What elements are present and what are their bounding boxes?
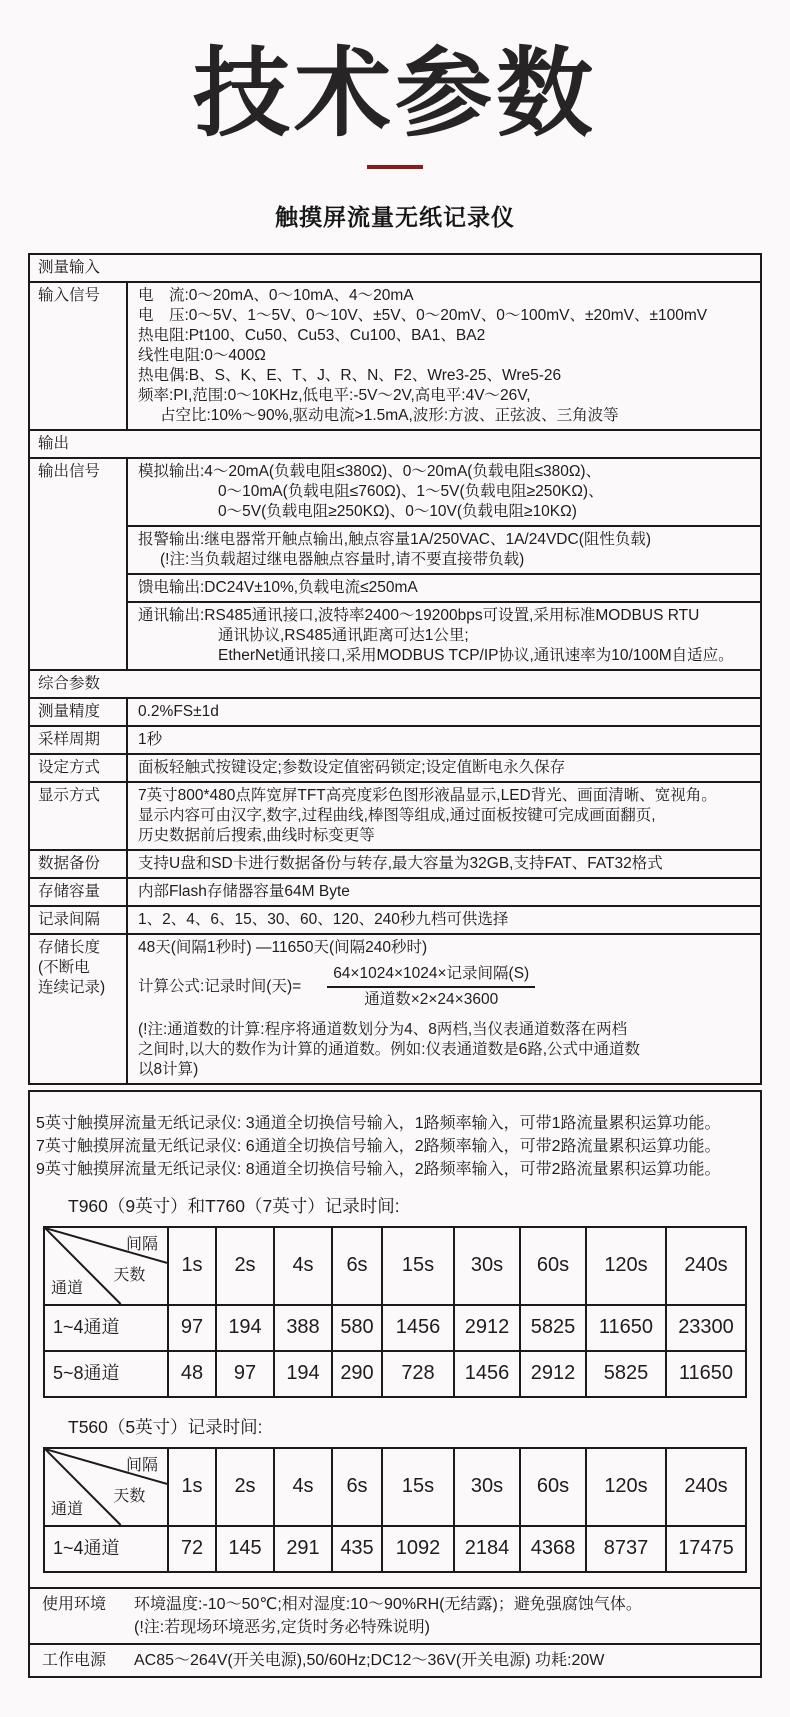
row-value-interval: 1、2、4、6、15、30、60、120、240秒九档可供选择 [138, 910, 509, 928]
row-value-input-signal [128, 283, 760, 429]
row-value-backup: 支持U盘和SD卡进行数据备份与转存,最大容量为32GB,支持FAT、FAT32格式 [138, 854, 663, 872]
output-analog [128, 459, 760, 525]
model-desc-5inch: 5英寸触摸屏流量无纸记录仪: 3通道全切换信号输入，1路频率输入，可带1路流量累积运算功能。 [36, 1114, 721, 1132]
record-value-cell: 72 [168, 1526, 216, 1572]
storage-note-line: (!注:通道数的计算:程序将通道数划分为4、8两档,当仪表通道数落在两档 [138, 1020, 628, 1038]
interval-header-cell: 1s [168, 1227, 216, 1305]
interval-header-cell: 30s [454, 1227, 520, 1305]
row-value-storage-length [128, 935, 760, 1083]
row-value-display [128, 783, 760, 849]
display-line: 历史数据前后搜索,曲线时标变更等 [138, 826, 375, 844]
record-value-cell: 2912 [520, 1351, 586, 1397]
display-line: 7英寸800*480点阵宽屏TFT高亮度彩色图形液晶显示,LED背光、画面清晰、宽视角。 [138, 786, 717, 804]
channel-label-cell: 1~4通道 [44, 1526, 168, 1572]
environment-note-line: (!注:若现场环境恶劣,定货时务必特殊说明) [134, 1618, 430, 1636]
record-value-cell: 48 [168, 1351, 216, 1397]
interval-header-cell: 120s [586, 1227, 666, 1305]
record-value-cell: 11650 [586, 1305, 666, 1351]
input-line-duty: 占空比:10%～90%,驱动电流>1.5mA,波形:方波、正弦波、三角波等 [160, 406, 619, 424]
record-value-cell: 1092 [382, 1526, 454, 1572]
record-value-cell: 728 [382, 1351, 454, 1397]
comm-line: EtherNet通讯接口,采用MODBUS TCP/IP协议,通讯速率为10/100M自适应。 [218, 646, 734, 664]
interval-header-cell: 60s [520, 1227, 586, 1305]
record-value-cell: 388 [274, 1305, 332, 1351]
record-value-cell: 97 [216, 1351, 274, 1397]
record-value-cell: 23300 [666, 1305, 746, 1351]
row-label-interval: 记录间隔 [30, 907, 128, 933]
interval-header-cell: 15s [382, 1227, 454, 1305]
interval-header-cell: 2s [216, 1227, 274, 1305]
record-value-cell: 194 [274, 1351, 332, 1397]
record-value-cell: 11650 [666, 1351, 746, 1397]
diagonal-header-cell [44, 1448, 168, 1526]
page-title: 技术参数 [193, 39, 597, 148]
row-label-accuracy: 测量精度 [30, 699, 128, 725]
interval-header-cell: 2s [216, 1448, 274, 1526]
spec-row-sampling [30, 725, 760, 753]
comm-line: 通讯协议,RS485通讯距离可达1公里; [218, 626, 469, 644]
record-row-5-8 [44, 1351, 746, 1397]
interval-header-cell: 240s [666, 1227, 746, 1305]
row-label-backup: 数据备份 [30, 851, 128, 877]
row-power [30, 1643, 760, 1676]
record-table-t560 [43, 1447, 747, 1573]
channel-label-cell: 1~4通道 [44, 1305, 168, 1351]
output-feed [128, 573, 760, 601]
accent-dash [367, 165, 423, 169]
interval-header-cell: 60s [520, 1448, 586, 1526]
record-value-cell: 290 [332, 1351, 382, 1397]
row-label-power: 工作电源 [42, 1651, 107, 1669]
record-value-cell: 2184 [454, 1526, 520, 1572]
row-value-setting: 面板轻触式按键设定;参数设定值密码锁定;设定值断电永久保存 [138, 758, 566, 776]
spec-row-backup [30, 849, 760, 877]
interval-header-cell: 4s [274, 1448, 332, 1526]
model-desc-7inch: 7英寸触摸屏流量无纸记录仪: 6通道全切换信号输入，2路频率输入，可带2路流量累积运算功能。 [36, 1137, 721, 1155]
record-value-cell: 4368 [520, 1526, 586, 1572]
section-row-output [30, 429, 760, 457]
input-line-current: 电 流:0～20mA、0～10mA、4～20mA [138, 286, 414, 304]
formula-fraction [327, 964, 535, 1010]
spec-row-interval [30, 905, 760, 933]
section-title-measure-input: 测量输入 [38, 258, 101, 276]
record-row-1-4 [44, 1526, 746, 1572]
channel-label-cell: 5~8通道 [44, 1351, 168, 1397]
analog-line: 0～10mA(负载电阻≤760Ω)、1～5V(负载电阻≥250KΩ)、 [218, 482, 604, 500]
storage-label-line: 存储长度 [38, 938, 101, 956]
corner-label-interval: 间隔 [125, 1456, 158, 1474]
section-row-measure-input [30, 255, 760, 281]
record-value-cell: 291 [274, 1526, 332, 1572]
model-desc-9inch: 9英寸触摸屏流量无纸记录仪: 8通道全切换信号输入，2路频率输入，可带2路流量累积运算功能。 [36, 1160, 721, 1178]
spec-table [28, 253, 762, 1085]
formula-prefix: 计算公式:记录时间(天)= [138, 977, 302, 995]
record-value-cell: 8737 [586, 1526, 666, 1572]
model-descriptions [30, 1092, 760, 1181]
row-environment [30, 1587, 760, 1643]
storage-note [138, 1020, 758, 1080]
row-label-sampling: 采样周期 [30, 727, 128, 753]
record-value-cell: 1456 [382, 1305, 454, 1351]
record-value-cell: 97 [168, 1305, 216, 1351]
output-comm [128, 601, 760, 669]
analog-line: 模拟输出:4～20mA(负载电阻≤380Ω)、0～20mA(负载电阻≤380Ω)、 [138, 462, 602, 480]
record-value-cell: 2912 [454, 1305, 520, 1351]
storage-label-line: 连续记录) [38, 978, 106, 996]
row-label-input-signal: 输入信号 [30, 283, 128, 429]
row-label-output-signal: 输出信号 [30, 459, 128, 669]
row-value-capacity: 内部Flash存储器容量64M Byte [138, 882, 350, 900]
row-label-display: 显示方式 [30, 783, 128, 849]
spec-row-accuracy [30, 697, 760, 725]
section-title-general: 综合参数 [38, 674, 101, 692]
product-subtitle: 触摸屏流量无纸记录仪 [275, 203, 515, 230]
record-value-cell: 1456 [454, 1351, 520, 1397]
row-label-storage-length [30, 935, 128, 1083]
spec-row-storage-length [30, 933, 760, 1083]
section-row-general [30, 669, 760, 697]
formula-numerator: 64×1024×1024×记录间隔(S) [327, 964, 535, 988]
alarm-note-line: (!注:当负载超过继电器触点容量时,请不要直接带负载) [160, 550, 525, 568]
record-value-cell: 5825 [586, 1351, 666, 1397]
models-box [28, 1090, 762, 1678]
row-value-sampling: 1秒 [138, 730, 163, 748]
row-value-power: AC85～264V(开关电源),50/60Hz;DC12～36V(开关电源) 功耗:20W [134, 1651, 605, 1669]
analog-line: 0～5V(负载电阻≥250KΩ)、0～10V(负载电阻≥10KΩ) [218, 502, 577, 520]
corner-label-channel: 通道 [51, 1500, 84, 1518]
storage-range: 48天(间隔1秒时) —11650天(间隔240秒时) [138, 938, 428, 956]
corner-label-interval: 间隔 [125, 1235, 158, 1253]
display-line: 显示内容可由汉字,数字,过程曲线,棒图等组成,通过面板按键可完成画面翻页, [138, 806, 656, 824]
interval-header-cell: 240s [666, 1448, 746, 1526]
spec-row-setting [30, 753, 760, 781]
corner-label-channel: 通道 [51, 1279, 84, 1297]
section-title-output: 输出 [38, 434, 70, 452]
comm-line: 通讯输出:RS485通讯接口,波特率2400～19200bps可设置,采用标准MODBUS RTU [138, 606, 700, 624]
interval-header-cell: 15s [382, 1448, 454, 1526]
spec-row-capacity [30, 877, 760, 905]
alarm-line: 报警输出:继电器常开触点输出,触点容量1A/250VAC、1A/24VDC(阻性负载) [138, 530, 652, 548]
row-label-environment: 使用环境 [42, 1595, 107, 1613]
environment-line: 环境温度:-10～50℃;相对湿度:10～90%RH(无结露)；避免强腐蚀气体。 [134, 1595, 642, 1613]
record-value-cell: 17475 [666, 1526, 746, 1572]
row-label-capacity: 存储容量 [30, 879, 128, 905]
record-value-cell: 435 [332, 1526, 382, 1572]
output-alarm [128, 525, 760, 573]
input-line-voltage: 电 压:0～5V、1～5V、0～10V、±5V、0～20mV、0～100mV、±20mV、±100mV [138, 306, 708, 324]
formula-denominator: 通道数×2×24×3600 [364, 990, 499, 1008]
spec-row-output-signal [30, 457, 760, 669]
input-line-freq: 频率:PI,范围:0～10KHz,低电平:-5V～2V,高电平:4V～26V, [138, 386, 531, 404]
storage-label-line: (不断电 [38, 958, 90, 976]
record-value-cell: 145 [216, 1526, 274, 1572]
storage-formula [138, 964, 758, 1010]
feed-line: 馈电输出:DC24V±10%,负载电流≤250mA [138, 578, 418, 596]
corner-label-days: 天数 [113, 1267, 146, 1285]
spec-row-input-signal [30, 281, 760, 429]
interval-header-cell: 6s [332, 1227, 382, 1305]
spec-row-display [30, 781, 760, 849]
record-value-cell: 580 [332, 1305, 382, 1351]
input-line-rtd: 热电阻:Pt100、Cu50、Cu53、Cu100、BA1、BA2 [138, 326, 486, 344]
corner-label-days: 天数 [113, 1488, 146, 1506]
record-value-cell: 5825 [520, 1305, 586, 1351]
record-header-row [44, 1448, 746, 1526]
diagonal-header-cell [44, 1227, 168, 1305]
interval-header-cell: 1s [168, 1448, 216, 1526]
record-row-1-4 [44, 1305, 746, 1351]
interval-header-cell: 120s [586, 1448, 666, 1526]
interval-header-cell: 4s [274, 1227, 332, 1305]
heading-t960-t760: T960（9英寸）和T760（7英寸）记录时间: [68, 1195, 400, 1216]
storage-note-line: 之间时,以大的数作为计算的通道数。例如:仪表通道数是6路,公式中通道数 [138, 1040, 641, 1058]
row-value-output-signal [128, 459, 760, 669]
row-value-environment [134, 1593, 760, 1639]
row-label-setting: 设定方式 [30, 755, 128, 781]
input-line-resistor: 线性电阻:0～400Ω [138, 346, 266, 364]
input-line-tc: 热电偶:B、S、K、E、T、J、R、N、F2、Wre3-25、Wre5-26 [138, 366, 562, 384]
record-header-row [44, 1227, 746, 1305]
record-value-cell: 194 [216, 1305, 274, 1351]
storage-note-line: 以8计算) [138, 1060, 199, 1078]
record-table-t960-t760 [43, 1226, 747, 1398]
heading-t560: T560（5英寸）记录时间: [68, 1416, 263, 1437]
interval-header-cell: 30s [454, 1448, 520, 1526]
row-value-accuracy: 0.2%FS±1d [138, 702, 219, 720]
interval-header-cell: 6s [332, 1448, 382, 1526]
